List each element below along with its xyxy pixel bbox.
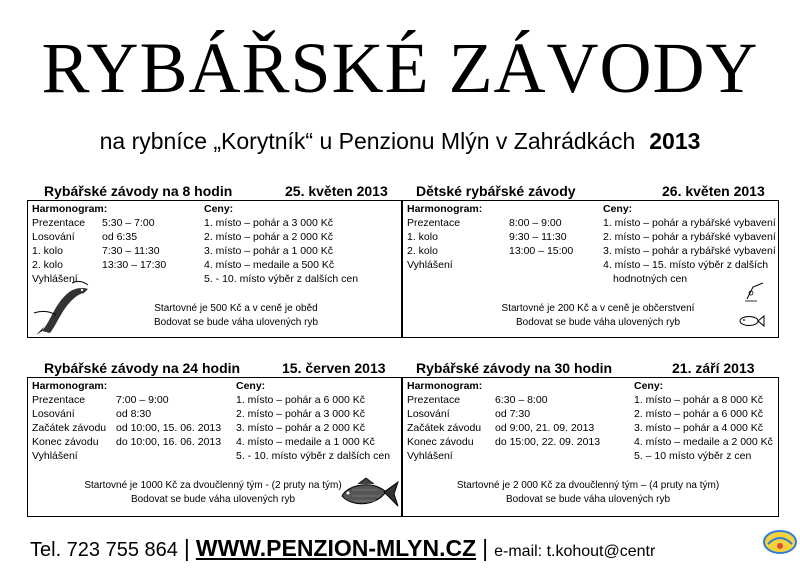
footer-contacts: [30, 535, 655, 565]
event-date: 21. září 2013: [672, 360, 755, 376]
event-date: 15. červen 2013: [282, 360, 386, 376]
prize-item: 2. místo – pohár a rybářské vybavení: [603, 231, 776, 243]
prize-item: 2. místo – pohár a 3 000 Kč: [236, 408, 365, 420]
brand-logo-icon: [762, 528, 798, 556]
schedule-label: Vyhlášení: [407, 450, 453, 462]
schedule-time: 7:00 – 9:00: [116, 394, 169, 406]
subtitle-text: na rybníce „Korytník“ u Penzionu Mlýn v Zahrádkách: [99, 128, 636, 154]
prize-item: 2. místo – pohár a 6 000 Kč: [634, 408, 763, 420]
subtitle-year: 2013: [649, 128, 701, 154]
poster-subtitle: [0, 127, 800, 155]
schedule-label: 2. kolo: [32, 259, 63, 271]
prize-item: 5. - 10. místo výběr z dalších cen: [236, 450, 391, 462]
event-date: 25. květen 2013: [285, 183, 388, 199]
note-scoring: Bodovat se bude váha ulovených ryb: [154, 317, 318, 328]
schedule-label: Vyhlášení: [32, 273, 78, 285]
jumping-fish-icon: [32, 279, 94, 337]
schedule-label: Prezentace: [407, 394, 461, 406]
prize-item: 3. místo – pohár a 4 000 Kč: [634, 422, 763, 434]
prizes-header: Ceny:: [603, 203, 633, 215]
event-title: Rybářské závody na 30 hodin: [416, 360, 613, 376]
event-box: [27, 377, 402, 517]
note-entry-fee: Startovné je 2 000 Kč za dvoučlenný tým – (4 pruty na tým): [456, 480, 720, 491]
schedule-time: od 7:30: [495, 408, 531, 420]
schedule-header: Harmonogram:: [407, 380, 483, 392]
prizes-header: Ceny:: [634, 380, 664, 392]
schedule-header: Harmonogram:: [32, 380, 108, 392]
note-scoring: Bodovat se bude váha ulovených ryb: [131, 494, 295, 505]
prize-item: 1. místo – pohár a 6 000 Kč: [236, 394, 365, 406]
schedule-label: Losování: [407, 408, 450, 420]
prize-item: 5. – 10 místo výběr z cen: [634, 450, 752, 462]
schedule-time: 6:30 – 8:00: [495, 394, 548, 406]
schedule-label: Začátek závodu: [407, 422, 482, 434]
angler-icon: [743, 281, 765, 303]
footer-email: e-mail: t.kohout@centr: [494, 543, 656, 560]
event-date: 26. květen 2013: [662, 183, 765, 199]
prize-item: 1. místo – pohár a 3 000 Kč: [204, 217, 333, 229]
fish-icon: [737, 311, 765, 331]
schedule-time: 5:30 – 7:00: [102, 217, 155, 229]
schedule-time: od 9:00, 21. 09. 2013: [495, 422, 595, 434]
schedule-time: 7:30 – 11:30: [102, 245, 160, 257]
schedule-label: Vyhlášení: [32, 450, 78, 462]
schedule-time: do 15:00, 22. 09. 2013: [495, 436, 601, 448]
prize-item: 1. místo – pohár a 8 000 Kč: [634, 394, 763, 406]
footer-website-link[interactable]: WWW.PENZION-MLYN.CZ: [195, 535, 477, 561]
prize-item: 4. místo – medaile a 1 000 Kč: [236, 436, 375, 448]
event-box: [27, 200, 402, 338]
carp-icon: [338, 476, 400, 516]
schedule-label: Vyhlášení: [407, 259, 453, 271]
prize-item: 4. místo – medaile a 2 000 Kč: [634, 436, 773, 448]
schedule-time: od 10:00, 15. 06. 2013: [116, 422, 222, 434]
note-entry-fee: Startovné je 1000 Kč za dvoučlenný tým - (2 pruty na tým): [84, 480, 342, 491]
prize-item: 4. místo – medaile a 500 Kč: [204, 259, 335, 271]
schedule-header: Harmonogram:: [32, 203, 108, 215]
event-box: [402, 377, 779, 517]
event-box: [402, 200, 779, 338]
prize-item: 1. místo – pohár a rybářské vybavení: [603, 217, 776, 229]
schedule-label: Začátek závodu: [32, 422, 107, 434]
prize-item: 4. místo – 15. místo výběr z dalších: [603, 259, 769, 271]
schedule-header: Harmonogram:: [407, 203, 483, 215]
note-scoring: Bodovat se bude váha ulovených ryb: [516, 317, 680, 328]
schedule-label: Konec závodu: [32, 436, 99, 448]
event-title: Rybářské závody na 24 hodin: [44, 360, 241, 376]
schedule-label: Losování: [32, 231, 75, 243]
event-title: Dětské rybářské závody: [416, 183, 576, 199]
schedule-label: Konec závodu: [407, 436, 474, 448]
note-entry-fee: Startovné je 500 Kč a v ceně je oběd: [154, 303, 318, 314]
schedule-label: Prezentace: [32, 217, 86, 229]
prize-item: 3. místo – pohár a rybářské vybavení: [603, 245, 776, 257]
prize-item: 5. - 10. místo výběr z dalších cen: [204, 273, 359, 285]
prizes-header: Ceny:: [236, 380, 266, 392]
prize-item: hodnotných cen: [613, 273, 688, 285]
footer-phone: Tel. 723 755 864: [30, 539, 178, 561]
footer-separator: |: [183, 535, 190, 561]
prize-item: 2. místo – pohár a 2 000 Kč: [204, 231, 333, 243]
schedule-time: 9:30 – 11:30: [509, 231, 567, 243]
schedule-label: Prezentace: [407, 217, 461, 229]
schedule-time: od 8:30: [116, 408, 152, 420]
note-scoring: Bodovat se bude váha ulovených ryb: [506, 494, 670, 505]
note-entry-fee: Startovné je 200 Kč a v ceně je občerstvení: [501, 303, 695, 314]
schedule-time: 13:30 – 17:30: [102, 259, 167, 271]
schedule-time: od 6:35: [102, 231, 138, 243]
prize-item: 3. místo – pohár a 2 000 Kč: [236, 422, 365, 434]
event-title: Rybářské závody na 8 hodin: [44, 183, 233, 199]
schedule-time: do 10:00, 16. 06. 2013: [116, 436, 222, 448]
schedule-label: 1. kolo: [407, 231, 438, 243]
prize-item: 3. místo – pohár a 1 000 Kč: [204, 245, 333, 257]
poster-title: RYBÁŘSKÉ ZÁVODY: [41, 28, 759, 108]
prizes-header: Ceny:: [204, 203, 234, 215]
schedule-label: Losování: [32, 408, 75, 420]
schedule-time: 13:00 – 15:00: [509, 245, 574, 257]
schedule-label: 2. kolo: [407, 245, 438, 257]
schedule-label: 1. kolo: [32, 245, 63, 257]
footer-separator: |: [482, 535, 489, 561]
schedule-time: 8:00 – 9:00: [509, 217, 562, 229]
schedule-label: Prezentace: [32, 394, 86, 406]
